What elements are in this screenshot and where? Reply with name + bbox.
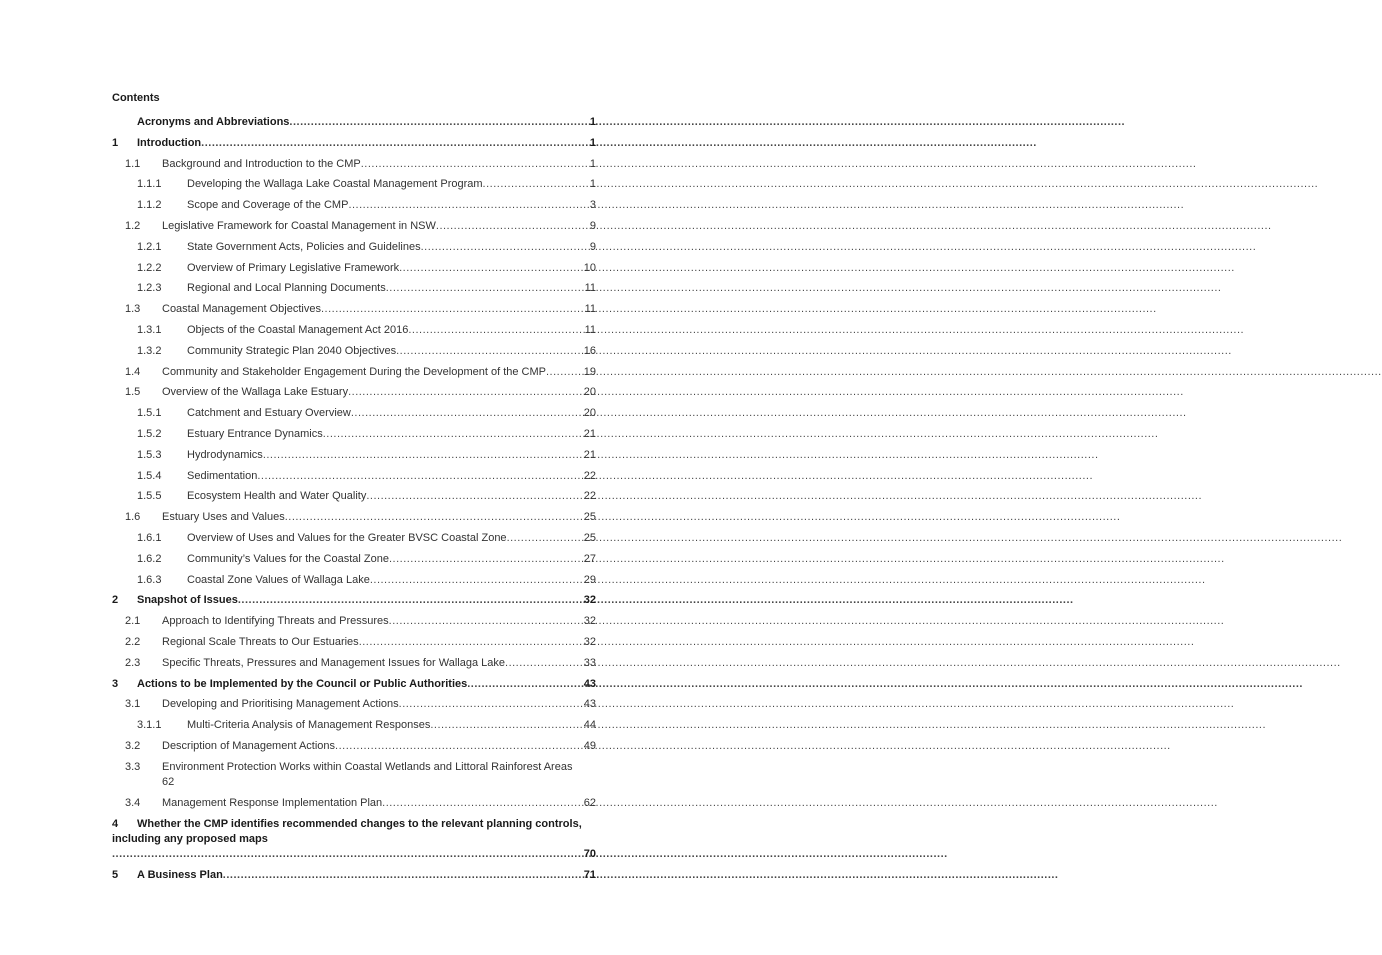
toc-entry-title xyxy=(112,818,582,845)
toc-entry-number: 2 xyxy=(112,594,119,607)
dot-leader xyxy=(351,403,584,424)
toc-entry-title: Description of Management Actions xyxy=(162,739,336,752)
toc-entry-title: Hydrodynamics xyxy=(187,448,263,461)
toc-entry-title: Actions to be Implemented by the Council or Public Authorities xyxy=(137,677,468,690)
toc-entry-number: 3 xyxy=(112,677,119,690)
toc-entry[interactable] xyxy=(112,403,596,424)
toc-entry[interactable] xyxy=(112,757,596,793)
toc-entry-title: Developing the Wallaga Lake Coastal Management Program xyxy=(187,178,483,191)
toc-entry-title: Introduction xyxy=(137,136,202,149)
toc-entry-number: 1.3.1 xyxy=(137,323,162,336)
toc-list xyxy=(112,112,596,885)
toc-entry-page: 9 xyxy=(589,219,596,232)
toc-entry-page: 21 xyxy=(583,448,596,461)
toc-entry[interactable] xyxy=(112,362,596,383)
toc-entry-number: 2.1 xyxy=(125,615,141,628)
toc-entry-title: Community and Stakeholder Engagement During the Development of the CMP xyxy=(162,365,546,378)
dot-leader xyxy=(399,694,584,715)
toc-entry-title: A Business Plan xyxy=(137,868,223,881)
dot-leader xyxy=(389,611,584,632)
toc-entry-title-text: Whether the CMP identifies recommended changes to the relevant planning controls, including any proposed maps xyxy=(112,817,582,845)
toc-entry[interactable] xyxy=(112,341,596,362)
toc-entry-title: Legislative Framework for Coastal Management in NSW xyxy=(162,219,436,232)
dot-leader xyxy=(436,216,590,237)
toc-entry-title: Sedimentation xyxy=(187,469,258,482)
toc-entry-number: 1.5.3 xyxy=(137,448,162,461)
dot-leader xyxy=(382,793,584,814)
toc-entry[interactable] xyxy=(112,528,596,549)
dot-leader xyxy=(507,528,584,549)
toc-entry-page: 11 xyxy=(584,323,596,336)
dot-leader xyxy=(112,847,584,862)
toc-entry-title: Specific Threats, Pressures and Management Issues for Wallaga Lake xyxy=(162,656,506,669)
toc-entry-title: Environment Protection Works within Coastal Wetlands and Littoral Rainforest Areas xyxy=(162,760,573,773)
toc-entry-page: 62 xyxy=(162,775,175,788)
toc-entry-number: 1.5 xyxy=(125,386,141,399)
toc-entry-title: Regional and Local Planning Documents xyxy=(187,282,386,295)
toc-entry[interactable] xyxy=(112,486,596,507)
toc-entry-number: 1.5.4 xyxy=(137,469,162,482)
toc-entry-title: Overview of the Wallaga Lake Estuary xyxy=(162,386,349,399)
dot-leader xyxy=(399,258,584,279)
toc-entry-number: 3.2 xyxy=(125,739,141,752)
toc-entry-number: 1.1 xyxy=(125,157,141,170)
toc-entry-page: 32 xyxy=(583,635,596,648)
toc-entry[interactable] xyxy=(112,590,596,611)
toc-entry-title: Community’s Values for the Coastal Zone xyxy=(187,552,389,565)
toc-entry[interactable] xyxy=(112,133,596,154)
toc-entry[interactable] xyxy=(112,382,596,403)
toc-entry-number: 1.6.3 xyxy=(137,573,162,586)
toc-entry[interactable] xyxy=(112,694,596,715)
toc-entry-title: Estuary Entrance Dynamics xyxy=(187,427,323,440)
toc-entry-title: Ecosystem Health and Water Quality xyxy=(187,490,367,503)
dot-leader xyxy=(370,570,584,591)
toc-entry-number: 1.3 xyxy=(125,303,141,316)
toc-entry-number: 1.6.1 xyxy=(137,531,162,544)
toc-entry[interactable] xyxy=(112,445,596,466)
toc-entry-title: Scope and Coverage of the CMP xyxy=(187,199,349,212)
toc-entry[interactable] xyxy=(112,611,596,632)
toc-entry-number: 2.2 xyxy=(125,635,141,648)
dot-leader xyxy=(505,653,584,674)
toc-entry-page: 49 xyxy=(583,739,596,752)
toc-entry-title: Acronyms and Abbreviations xyxy=(137,116,290,128)
toc-entry-title: Coastal Zone Values of Wallaga Lake xyxy=(187,573,370,586)
dot-leader xyxy=(483,174,590,195)
dot-leader xyxy=(408,320,584,341)
dot-leader xyxy=(323,424,584,445)
toc-entry[interactable] xyxy=(112,632,596,653)
dot-leader xyxy=(201,133,590,154)
toc-entry[interactable] xyxy=(112,195,596,216)
dot-leader xyxy=(359,632,584,653)
toc-entry[interactable] xyxy=(112,793,596,814)
toc-entry-page: 20 xyxy=(583,386,596,399)
toc-entry-number: 1.1.2 xyxy=(137,199,162,212)
toc-entry-number: 1.1.1 xyxy=(137,178,162,191)
toc-entry-number: 1.2.3 xyxy=(137,282,162,295)
toc-entry[interactable] xyxy=(112,237,596,258)
toc-entry-title: Snapshot of Issues xyxy=(137,594,238,607)
toc-entry-page: 32 xyxy=(583,615,596,628)
toc-heading: Contents xyxy=(112,92,160,104)
toc-entry-number: 1.5.1 xyxy=(137,407,162,420)
toc-entry[interactable] xyxy=(112,320,596,341)
dot-leader xyxy=(348,195,589,216)
toc-entry-title: State Government Acts, Policies and Guidelines xyxy=(187,240,421,253)
toc-entry[interactable] xyxy=(112,154,596,175)
dot-leader xyxy=(366,486,583,507)
toc-entry-number: 1.6.2 xyxy=(137,552,162,565)
toc-entry-page: 11 xyxy=(584,303,596,316)
toc-entry-number: 1.5.2 xyxy=(137,427,162,440)
toc-entry-page: 1 xyxy=(589,136,596,149)
toc-entry-page: 32 xyxy=(583,594,596,607)
toc-entry-title: Coastal Management Objectives xyxy=(162,303,321,316)
toc-entry-page: 25 xyxy=(583,531,596,544)
dot-leader xyxy=(396,341,584,362)
toc-entry-number: 3.4 xyxy=(125,796,141,809)
toc-entry-title: Estuary Uses and Values xyxy=(162,511,285,524)
toc-entry-title: Management Response Implementation Plan xyxy=(162,796,383,809)
toc-entry-title: Regional Scale Threats to Our Estuaries xyxy=(162,635,359,648)
toc-entry-number: 1.3.2 xyxy=(137,344,162,357)
toc-entry-title: Overview of Primary Legislative Framework xyxy=(187,261,400,274)
toc-entry-page: 43 xyxy=(583,677,596,690)
toc-entry-title: Objects of the Coastal Management Act 2016 xyxy=(187,323,409,336)
dot-leader xyxy=(421,237,590,258)
toc-entry[interactable] xyxy=(112,112,596,133)
dot-leader xyxy=(386,278,585,299)
toc-entry-page: 70 xyxy=(583,847,596,860)
toc-entry[interactable] xyxy=(112,549,596,570)
toc-entry-page: 22 xyxy=(583,490,596,503)
toc-entry-title: Catchment and Estuary Overview xyxy=(187,407,351,420)
dot-leader xyxy=(546,362,584,383)
toc-entry-page: 10 xyxy=(583,261,596,274)
toc-entry-title: Background and Introduction to the CMP xyxy=(162,157,361,170)
dot-leader xyxy=(263,445,584,466)
toc-entry[interactable] xyxy=(112,570,596,591)
dot-leader xyxy=(285,507,584,528)
toc-entry[interactable] xyxy=(112,736,596,757)
toc-entry-page: 22 xyxy=(583,469,596,482)
toc-entry-page: 9 xyxy=(589,240,596,253)
dot-leader xyxy=(238,590,584,611)
toc-entry-number: 4 xyxy=(112,817,119,830)
dot-leader xyxy=(321,299,585,320)
toc-entry-number: 1.6 xyxy=(125,511,141,524)
toc-entry[interactable] xyxy=(112,653,596,674)
toc-entry-page: 19 xyxy=(583,365,596,378)
toc-entry-number: 5 xyxy=(112,868,119,881)
toc-entry-page: 29 xyxy=(583,573,596,586)
toc-entry-number: 1.5.5 xyxy=(137,490,162,503)
toc-entry-page: 11 xyxy=(584,282,596,295)
dot-leader xyxy=(257,466,583,487)
dot-leader xyxy=(348,382,584,403)
toc-entry-number: 2.3 xyxy=(125,656,141,669)
toc-entry[interactable] xyxy=(112,715,596,736)
toc-entry[interactable] xyxy=(112,865,596,886)
toc-entry-page: 20 xyxy=(583,407,596,420)
toc-entry-number: 1 xyxy=(112,136,119,149)
toc-entry-title: Developing and Prioritising Management Actions xyxy=(162,698,399,711)
toc-entry-title: Approach to Identifying Threats and Pressures xyxy=(162,615,389,628)
dot-leader xyxy=(335,736,584,757)
dot-leader xyxy=(223,865,584,886)
toc-entry-page: 43 xyxy=(583,698,596,711)
toc-page xyxy=(112,91,596,885)
toc-entry[interactable] xyxy=(112,507,596,528)
toc-entry[interactable] xyxy=(112,216,596,237)
toc-entry[interactable] xyxy=(112,299,596,320)
toc-entry[interactable] xyxy=(112,174,596,195)
dot-leader xyxy=(361,154,590,175)
toc-entry-page: 44 xyxy=(583,719,596,732)
toc-entry[interactable] xyxy=(112,258,596,279)
dot-leader xyxy=(430,715,583,736)
toc-entry-number: 3.1.1 xyxy=(137,719,162,732)
toc-entry[interactable] xyxy=(112,278,596,299)
dot-leader xyxy=(467,674,584,695)
toc-entry-number: 3.3 xyxy=(125,760,141,773)
toc-entry-number: 1.2.2 xyxy=(137,261,162,274)
toc-entry-page: 1 xyxy=(589,178,596,191)
toc-entry[interactable] xyxy=(112,814,596,865)
toc-entry[interactable] xyxy=(112,424,596,445)
toc-entry-page: 3 xyxy=(589,199,596,212)
toc-entry-title: Overview of Uses and Values for the Greater BVSC Coastal Zone xyxy=(187,531,507,544)
toc-entry[interactable] xyxy=(112,466,596,487)
toc-entry-page: 16 xyxy=(583,344,596,357)
toc-entry-number: 3.1 xyxy=(125,698,141,711)
toc-entry-title: Community Strategic Plan 2040 Objectives xyxy=(187,344,397,357)
toc-entry-number: 1.2.1 xyxy=(137,240,162,253)
toc-entry[interactable] xyxy=(112,674,596,695)
toc-entry-page: 1 xyxy=(589,157,596,170)
toc-entry-page: 1 xyxy=(589,116,596,128)
toc-entry-page: 71 xyxy=(583,868,596,881)
toc-entry-page: 25 xyxy=(583,511,596,524)
toc-entry-number: 1.2 xyxy=(125,219,141,232)
toc-entry-number: 1.4 xyxy=(125,365,141,378)
toc-entry-page: 33 xyxy=(583,656,596,669)
dot-leader xyxy=(289,112,589,133)
toc-entry-page: 27 xyxy=(583,552,596,565)
toc-entry-page: 62 xyxy=(583,796,596,809)
toc-entry-title: Multi-Criteria Analysis of Management Responses xyxy=(187,719,431,732)
dot-leader xyxy=(389,549,584,570)
toc-entry-page: 21 xyxy=(583,427,596,440)
